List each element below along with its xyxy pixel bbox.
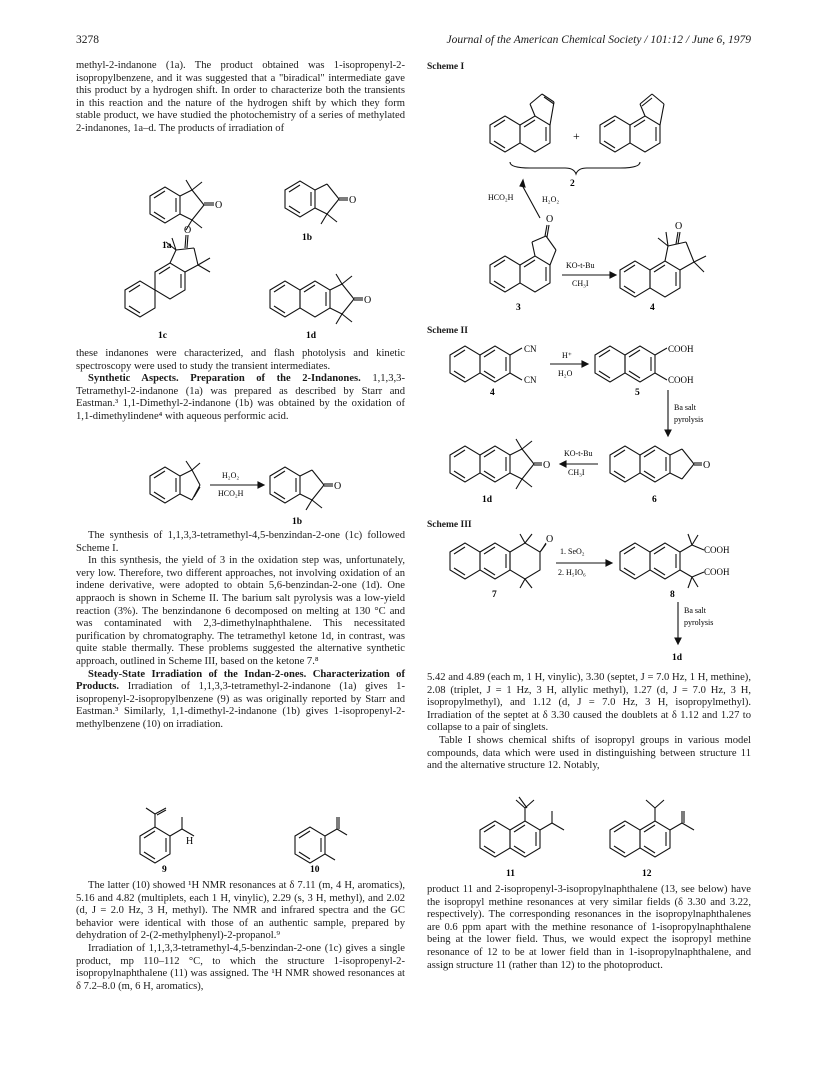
atom-o-4: O: [675, 221, 683, 232]
cooh-group-bottom: COOH: [668, 375, 694, 385]
atom-o-3: O: [546, 214, 554, 225]
nmr-11-continued-text: 5.42 and 4.89 (each m, 1 H, vinylic), 3.30 (septet, J = 7.0 Hz, 1 H, methine), 2.08 (triplet, J = 1 Hz, 3 H, allylic methyl), 1.27 (d, J = 7.0 Hz, 3 H, isopropylmethyl), and 1.12 (d, J = 7.0 Hz, 3 H, isopropylmethyl). Irradiation of the septet at δ 3.30 caused the doublets at δ 1.12 and 1.27 to collapse to a pair of singlets.: [427, 672, 751, 734]
reagent-kotbu-s2: KO-t-Bu: [564, 449, 593, 458]
irradiation-text: Irradiation of 1,1,3,3-tetramethyl-2-indanone (1a) gives 1-isopropenyl-2-isopropylbenzene (9) as was originally reported by Starr and Eastman.³ Similarly, 1,1-dimethyl-2-indanone (1b) gives 1-isopropenyl-2-methylbenzene (10) on irradiation.: [76, 681, 405, 730]
left-paragraph-intro: [76, 60, 405, 136]
reagent-hco2h: HCO₂H: [218, 489, 244, 498]
alternative-approach-text: In this synthesis, the yield of 3 in the oxidation step was, unfortunately, very low. Therefore, two different approaches, not involving oxidation of an indene derivative, were adopted to obtain 5,6-benzindan-2-one (1d). One appraoch is shown in Scheme II. The barium salt pyrolysis was a low-yield reaction (3%). The benzindanone 6 decomposed on melting at 130 °C and was contaminated with 2,3-dimethylnaphthalene. This necessitated purification by chromatography. The tetramethyl ketone 1d, in contrast, was quite stable thermally. These problems suggested the alternative synthetic approach, outlined in Scheme III, based on the ketone 7.⁸: [76, 555, 405, 667]
indanone-structures: [80, 160, 400, 340]
reagent-h5io6: 2. H₅IO₆: [558, 568, 586, 577]
atom-o-6: O: [703, 460, 711, 471]
section-heading-irradiation: Steady-State Irradiation of the Indan-2-ones. Characterization of Products.: [76, 668, 405, 693]
journal-citation: Journal of the American Chemical Society / 101:12 / June 6, 1979: [446, 34, 751, 46]
atom-o-7: O: [546, 534, 554, 545]
atom-o-1d-s2: O: [543, 460, 551, 471]
plus-sign: +: [573, 129, 580, 143]
scheme-i: [470, 70, 750, 320]
cooh-group-8-bottom: COOH: [704, 567, 730, 577]
left-paragraph-schemes: [76, 530, 405, 732]
left-paragraph-nmr: [76, 880, 405, 993]
cooh-group-8-top: COOH: [704, 545, 730, 555]
label-4-scheme2: 4: [490, 388, 495, 398]
reagent-seo2: 1. SeO₂: [560, 547, 585, 556]
atom-o-1a: O: [215, 200, 223, 211]
label-5: 5: [635, 388, 640, 398]
reagent-ch3i: CH₃I: [572, 279, 589, 288]
page-number: 3278: [76, 34, 99, 46]
reagent-kotbu: KO-t-Bu: [566, 261, 595, 270]
scheme-ii: [440, 330, 750, 520]
structures-11-12: [470, 790, 730, 880]
table-i-text: Table I shows chemical shifts of isopropyl groups in various model compounds, data which were used in distinguishing between structure 11 and the alternative structure 12. Notably,: [427, 734, 751, 772]
label-1d: 1d: [306, 331, 317, 341]
label-12: 12: [642, 869, 652, 879]
label-6: 6: [652, 495, 657, 505]
label-9: 9: [162, 865, 167, 875]
left-paragraph-synthesis: [76, 348, 405, 424]
atom-o-1b-rxn: O: [334, 481, 342, 492]
label-1a: 1a: [162, 241, 172, 251]
label-11: 11: [506, 869, 515, 879]
performic-oxidation-scheme: [140, 458, 360, 528]
label-1c: 1c: [158, 331, 167, 341]
reagent-h2o: H₂O: [558, 369, 573, 378]
scheme-iii-label: Scheme III: [427, 520, 472, 530]
intro-text: methyl-2-indanone (1a). The product obtained was 1-isopropenyl-2-isopropylbenzene, and it was suggested that a "biradical" intermediate gave this product by a hydrogen shift. In order to characterize both the transients in this reaction and the nature of the hydrogen shift by which they form stable product, we have studied the photochemistry of a series of methylated 2-indanones, 1a–d. The products of irradiation of: [76, 60, 405, 134]
scheme-ii-label: Scheme II: [427, 326, 468, 336]
label-10: 10: [310, 865, 320, 875]
structure-assignment-text: product 11 and 2-isopropenyl-3-isopropylnaphthalene (13, see below) have the isopropyl methine resonances at very similar fields (δ 3.30 and 3.22, respectively). The corresponding resonances in the isopropylnaphthalenes are 0.6 ppm apart with the methine resonance of 1-isopropylnaphthalene being at the lower field. Thus, we would expect the isopropyl methine resonance of 12 to be at lower field than in 1-isopropylnaphthalene, and assign structure 11 (rather than 12) to the photoproduct.: [427, 884, 751, 971]
nmr-10-text: The latter (10) showed ¹H NMR resonances at δ 7.11 (m, 4 H, aromatics), 5.16 and 4.82 (multiplets, each 1 H, vinylic), 2.29 (s, 3 H, methyl), and 2.02 (d, J = 2.0 Hz, 3 H, methyl). The NMR and infrared spectra and the GC behavior were identical with those of an authentic sample, prepared by dehydration of 2-(2-methylphenyl)-2-propanol.⁹: [76, 880, 405, 942]
cn-group-top: CN: [524, 344, 537, 354]
label-1d-s2: 1d: [482, 495, 493, 505]
cn-group-bottom: CN: [524, 375, 537, 385]
indanone-characterization-text: these indanones were characterized, and flash photolysis and kinetic spectroscopy were used to study the transient intermediates.: [76, 348, 405, 372]
label-4: 4: [650, 303, 655, 313]
label-1b: 1b: [302, 233, 313, 243]
scheme-iii: [440, 530, 750, 670]
atom-o-1b: O: [349, 195, 357, 206]
reagent-h2o2-s1: H₂O₂: [542, 195, 560, 204]
label-2: 2: [570, 179, 575, 189]
synthetic-text: 1,1,3,3-Tetramethyl-2-indanone (1a) was prepared as described by Starr and Eastman.³ 1,1-Dimethyl-2-indanone (1b) was obtained by the oxidation of 1,1-dimethylindene⁴ with aqueous performic acid.: [76, 373, 405, 422]
atom-o-1c: O: [184, 225, 192, 236]
products-9-10: [120, 812, 360, 875]
reagent-ba-salt-s3: Ba salt: [684, 606, 706, 615]
reagent-pyrolysis: pyrolysis: [674, 415, 704, 424]
atom-h-9: H: [186, 836, 194, 847]
right-paragraph-nmr: [427, 672, 751, 773]
reagent-hplus: H⁺: [562, 351, 572, 360]
label-7: 7: [492, 590, 497, 600]
label-1d-s3: 1d: [672, 653, 683, 663]
section-heading-synthetic: Synthetic Aspects. Preparation of the 2-Indanones.: [88, 373, 361, 385]
page-header: [76, 34, 751, 50]
reagent-hco2h-s1: HCO₂H: [488, 193, 514, 202]
atom-o-1d: O: [364, 295, 372, 306]
label-1b-rxn: 1b: [292, 517, 303, 527]
scheme-i-intro: The synthesis of 1,1,3,3-tetramethyl-4,5-benzindan-2-one (1c) followed Scheme I.: [76, 530, 405, 554]
right-paragraph-conclusion: [427, 884, 751, 972]
label-3: 3: [516, 303, 521, 313]
reagent-h2o2: H₂O₂: [222, 471, 240, 480]
reagent-ba-salt: Ba salt: [674, 403, 696, 412]
scheme-i-label: Scheme I: [427, 62, 465, 72]
reagent-ch3i-s2: CH₃I: [568, 468, 585, 477]
irradiation-1c-text: Irradiation of 1,1,3,3-tetramethyl-4,5-benzindan-2-one (1c) gives a single product, mp 110–112 °C, to which the structure 1-isopropenyl-2-isopropylnaphthalene (11) was assigned. The ¹H NMR showed resonances at δ 7.2–8.0 (m, 6 H, aromatics),: [76, 942, 405, 992]
cooh-group-top: COOH: [668, 344, 694, 354]
reagent-pyrolysis-s3: pyrolysis: [684, 618, 714, 627]
label-8: 8: [670, 590, 675, 600]
